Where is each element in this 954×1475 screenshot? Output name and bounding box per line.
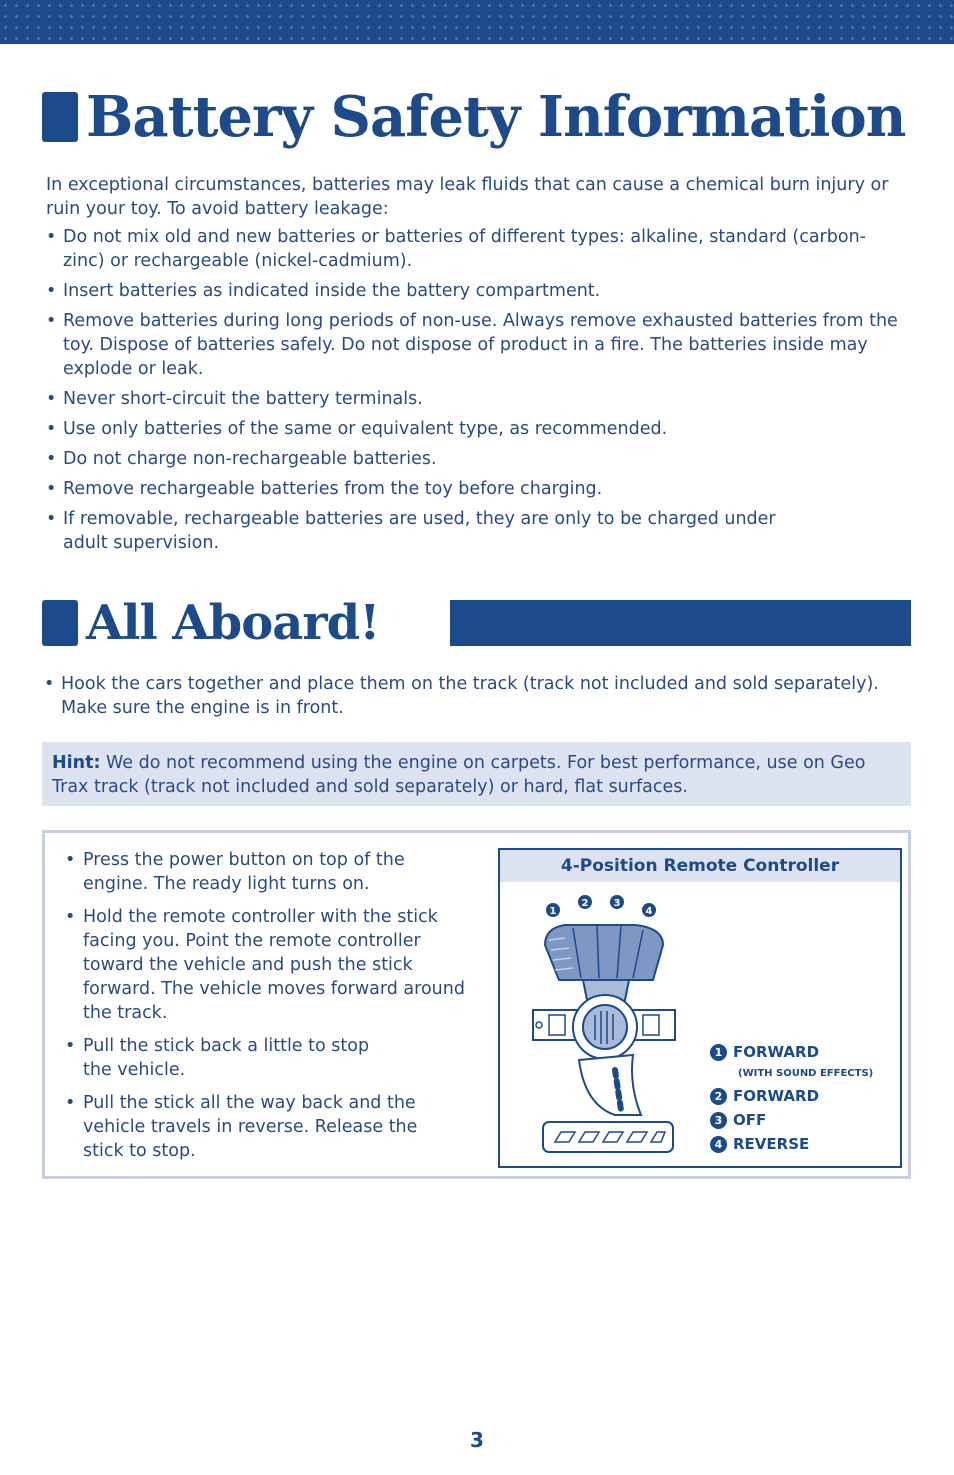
list-item: • Remove rechargeable batteries from the toy before charging.: [46, 477, 906, 501]
list-item: • If removable, rechargeable batteries are used, they are only to be charged under adult supervision.: [46, 507, 806, 555]
heading-bar: [450, 600, 911, 646]
legend-item: [710, 1084, 873, 1108]
list-item: • Use only batteries of the same or equivalent type, as recommended.: [46, 417, 906, 441]
all-aboard-title: All Aboard!: [86, 595, 380, 651]
hint-text: We do not recommend using the engine on carpets. For best performance, use on Geo Trax track (track not included and sold separately) or hard, flat surfaces.: [52, 753, 866, 797]
svg-text:4: 4: [645, 906, 653, 917]
aboard-bullet-list: [44, 672, 904, 720]
svg-text:3: 3: [613, 898, 621, 909]
list-item: • Pull the stick back a little to stop the vehicle.: [65, 1034, 395, 1082]
remote-controller-panel: [498, 848, 902, 1168]
hint-label: Hint:: [52, 753, 101, 773]
list-item: • Do not mix old and new batteries or batteries of different types: alkaline, standard (carbon-zinc) or rechargeable (nickel-cadmium).: [46, 225, 906, 273]
remote-controller-icon: [525, 890, 685, 1165]
heading-block-icon: [42, 600, 78, 646]
heading-block-icon: [42, 92, 78, 142]
battery-intro: In exceptional circumstances, batteries may leak fluids that can cause a chemical burn injury or ruin your toy. To avoid battery leakage:: [46, 175, 889, 219]
number-badge-icon: 4: [710, 1136, 727, 1153]
page-number: 3: [470, 1428, 484, 1452]
remote-panel-title: 4-Position Remote Controller: [500, 850, 900, 882]
list-item: • Never short-circuit the battery terminals.: [46, 387, 906, 411]
list-item: • Hold the remote controller with the stick facing you. Point the remote controller toward the vehicle and push the stick forward. The vehicle moves forward around the track.: [65, 905, 465, 1025]
number-badge-icon: 3: [710, 1112, 727, 1129]
list-item: • Insert batteries as indicated inside the battery compartment.: [46, 279, 906, 303]
svg-text:1: 1: [549, 906, 557, 917]
list-item: • Do not charge non-rechargeable batteries.: [46, 447, 906, 471]
legend-label: REVERSE: [733, 1135, 810, 1153]
hint-box: [42, 742, 911, 806]
legend-item: [710, 1040, 873, 1064]
list-item: • Hook the cars together and place them on the track (track not included and sold separately). Make sure the engine is in front.: [44, 672, 904, 720]
svg-text:2: 2: [581, 898, 589, 909]
operation-box: [42, 830, 911, 1179]
position-legend: [710, 1040, 873, 1156]
legend-label: FORWARD: [733, 1087, 820, 1105]
list-item: • Pull the stick all the way back and the vehicle travels in reverse. Release the stick to stop.: [65, 1091, 445, 1163]
battery-bullet-list: [46, 225, 906, 561]
operation-bullet-list: [65, 848, 465, 1172]
top-pattern-band: [0, 0, 954, 44]
list-item: • Press the power button on top of the engine. The ready light turns on.: [65, 848, 425, 896]
position-markers: [546, 895, 656, 917]
number-badge-icon: 2: [710, 1088, 727, 1105]
all-aboard-heading: [42, 594, 379, 652]
legend-item: [710, 1108, 873, 1132]
legend-label: OFF: [733, 1111, 767, 1129]
battery-safety-title: Battery Safety Information: [86, 84, 906, 150]
list-item: • Remove batteries during long periods of non-use. Always remove exhausted batteries from the toy. Dispose of batteries safely. Do not dispose of product in a fire. The batteries inside may explode or leak.: [46, 309, 906, 381]
legend-label: FORWARD: [733, 1043, 820, 1061]
number-badge-icon: 1: [710, 1044, 727, 1061]
legend-sublabel: (WITH SOUND EFFECTS): [738, 1068, 874, 1079]
legend-item: [710, 1132, 873, 1156]
battery-safety-heading: [42, 84, 905, 150]
